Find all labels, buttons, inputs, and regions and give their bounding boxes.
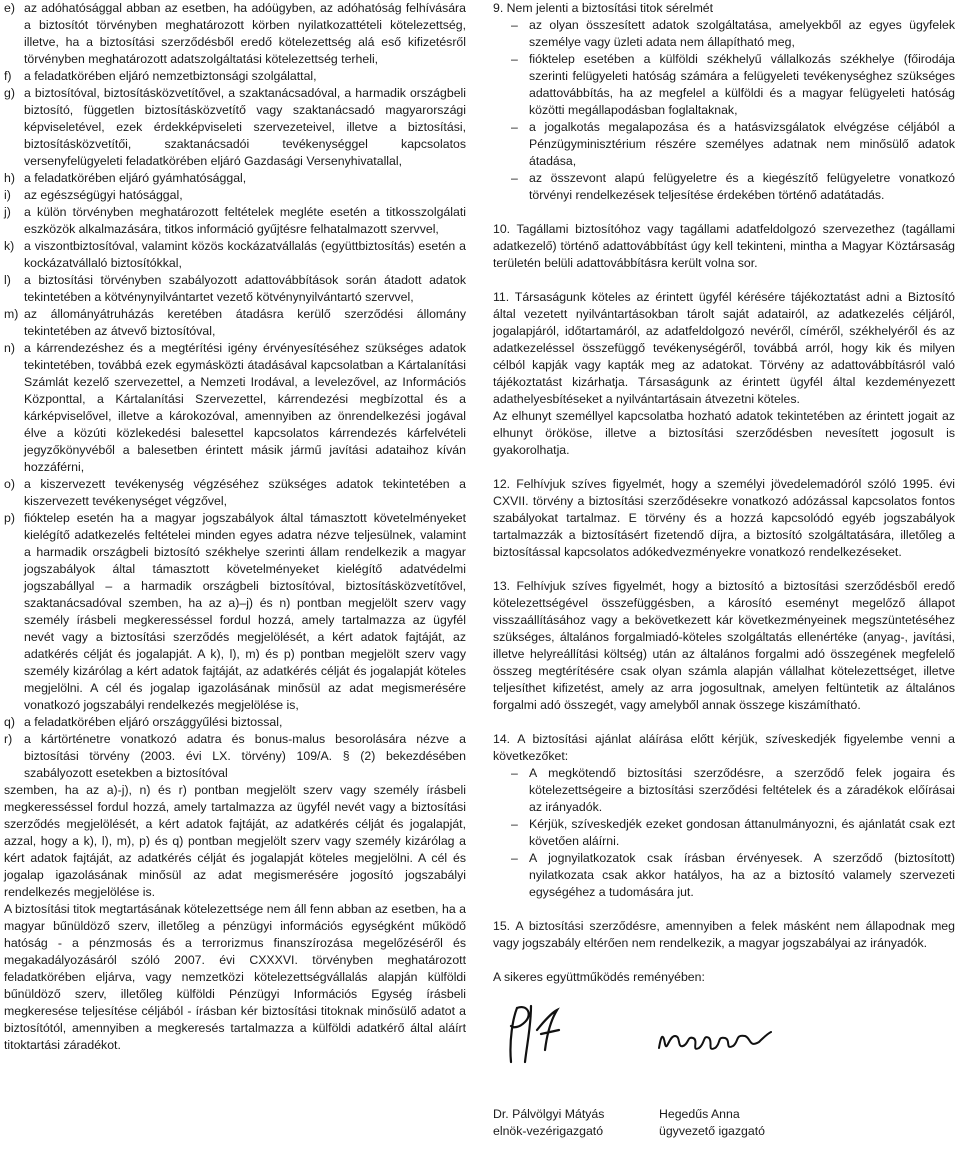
item-text: a kiszervezett tevékenység végzéséhez szükséges adatok tekintetében a kiszervezett tevékenységet végzővel, <box>24 477 466 508</box>
list-item-g <box>4 85 466 170</box>
item-label: i) <box>4 188 11 202</box>
signatory-2 <box>659 1106 825 1140</box>
item-text: fióktelep esetén ha a magyar jogszabályok által támasztott követelményeket kielégítő adatkezelés feltételei minden egyes adatra nézve teljesülnek, valamint a harmadik országbeli biztosító székhelye szerinti állam rendelkezik a magyar jogszabályok által támasztott követelményeket kielégítő adatvédelmi jogszabállyal – a harmadik országbeli biztosítóval, biztosításközvetítővel, szaktanácsadóval szemben, ha az a)–j) és n) pontban megjelölt szerv vagy személy írásbeli megkeresséssel fordul hozzá, amely tartalmazza az ügyfél nevét vagy a biztosítási szerződés megjelölését, a kért adatok fajtáját, az adatkérés célját és jogalapját. A k), l), m) és p) pontban megjelölt szerv vagy személy kizárólag a kért adatok fajtáját, az adatkérés célját és jogalapját köteles megjelölni. A cél és jogalap igazolásának minősül az adat megismerésére vonatkozó jogszabályi rendelkezés megjelölése is, <box>24 511 466 712</box>
dash-bullet: – <box>511 52 518 66</box>
list-item-n <box>4 340 466 476</box>
item-text: a kárrendezéshez és a megtérítési igény érvényesítéséhez szükséges adatok tekintetében, továbbá ezek egymásközti átadásával kapcsolatban a Kártalanítási Számlát kezelő szervezettel, a Nemzeti Irodával, a levelezővel, az Információs Központtal, a Kártalanítási Szervezettel, kárrendezési megbízottal és a kárképviselővel, illetve a károkozóval, amennyiben az önrendelkezési jogával élve a közúti közlekedési balesettel kapcsolatos kárrendezés kárfelvételi jegyzőkönyvéből a balesetben érintett másik jármű javítási adataihoz kíván hozzáférni, <box>24 341 466 474</box>
item-text: az egészségügyi hatósággal, <box>24 188 183 202</box>
list-item-r <box>4 731 466 782</box>
dash-bullet: – <box>511 766 518 780</box>
paragraph-request-conditions: szemben, ha az a)-j), n) és r) pontban megjelölt szerv vagy személy írásbeli megkeresséssel fordul hozzá, amely tartalmazza az ügyfél nevét vagy a biztosítási szerződés megjelölését, a kért adatok fajtáját, az adatkérés célját és jogalapját, azzal, hogy a k), l), m), p) és q) pontban megjelölt szerv vagy személy kizárólag a kért adatok fajtáját, az adatkérés célját és jogalapját köteles megjelölni. A cél és jogalap igazolásának minősül az adat megismerésére jogosító jogszabályi rendelkezés megjelölése is. <box>4 783 466 899</box>
item-text: az adóhatósággal abban az esetben, ha adóügyben, az adóhatóság felhívására a biztosítót törvényben meghatározott körben nyilatkozattételi kötelezettség, illetve, ha a biztosítási szerződésből eredő kötelezettség alá eső kifizetésről törvényben meghatározott adatszolgáltatási kötelezettség terheli, <box>24 1 466 66</box>
section-14-intro: 14. A biztosítási ajánlat aláírása előtt kérjük, szíveskedjék figyelembe venni a következőket: <box>493 732 955 763</box>
list-item <box>493 119 955 170</box>
list-item-q <box>4 714 466 731</box>
list-item <box>493 51 955 119</box>
dash-bullet: – <box>511 851 518 865</box>
section-15: 15. A biztosítási szerződésre, amennyiben a felek másként nem állapodnak meg vagy jogszabály eltérően nem rendelkezik, a magyar jogszabályai az irányadók. <box>493 919 955 950</box>
signatory-1-name: Dr. Pálvölgyi Mátyás <box>493 1107 605 1121</box>
section-11: 11. Társaságunk köteles az érintett ügyfél kérésére tájékoztatást adni a Biztosító által vezetett nyilvántartásokban tárolt saját adatairól, az adatkezelés céljáról, jogalapjáról, időtartamáról, az adatfeldolgozó nevéről, címéről, székhelyéről és az adatkezeléssel összefüggő tevékenységéről, továbbá arról, hogy kik és milyen célból kapják vagy kapták meg az adatokat. Törvény az adattovábbításról való tájékoztatást kizárhatja. Társaságunk az érintett ügyfél által kezdeményezett adathelyesbítéseket a nyilvántartásain átvezetni köteles. <box>493 290 955 406</box>
list-item <box>493 17 955 51</box>
list-item-text: az összevont alapú felügyeletre és a kiegészítő felügyeletre vonatkozó törvényi rendelkezések teljesítése érdekében történő adatátadás. <box>529 171 955 202</box>
item-label: f) <box>4 69 12 83</box>
item-label: e) <box>4 1 15 15</box>
signatory-names <box>493 1106 955 1140</box>
list-item-text: Kérjük, szíveskedjék ezeket gondosan áttanulmányozni, és ajánlatát csak ezt követően aláírni. <box>529 817 955 848</box>
dash-bullet: – <box>511 171 518 185</box>
right-column <box>493 0 955 1140</box>
closing-line: A sikeres együttműködés reményében: <box>493 970 705 984</box>
dash-bullet: – <box>511 120 518 134</box>
item-label: o) <box>4 477 15 491</box>
list-item <box>493 170 955 204</box>
signatures-area <box>493 986 955 1106</box>
item-text: a viszontbiztosítóval, valamint közös kockázatvállalás (együttbiztosítás) esetén a kockázatvállaló biztosítókkal, <box>24 239 466 270</box>
item-text: a feladatkörében eljáró országgyűlési biztossal, <box>24 715 283 729</box>
list-item-m <box>4 306 466 340</box>
dash-bullet: – <box>511 817 518 831</box>
item-label: r) <box>4 732 13 746</box>
list-item-f <box>4 68 466 85</box>
item-label: l) <box>4 273 11 287</box>
list-item-i <box>4 187 466 204</box>
item-label: g) <box>4 86 15 100</box>
section-11-deceased: Az elhunyt személlyel kapcsolatba hozható adatok tekintetében az érintett jogait az elhunyt örököse, illetve a biztosítási szerződésben nevesített jogosult is gyakorolhatja. <box>493 409 955 457</box>
item-text: a kártörténetre vonatkozó adatra és bonus-malus besorolására nézve a biztosítási törvény (2003. évi LX. törvény) 109/A. § (2) bekezdésében szabályozott esetekben a biztosítóval <box>24 732 466 780</box>
item-label: m) <box>4 307 19 321</box>
section-13: 13. Felhívjuk szíves figyelmét, hogy a biztosító a biztosítási szerződésből eredő kötelezettségével összefüggésben, a károsító eseményt megelőző állapot visszaállításához vagy a bekövetkezett kár következményeinek megszüntetéséhez szükséges, általános forgalmiadó-köteles szolgáltatás ellenértéke (anyag-, javítási, illetve helyreállítási költség) után az általános forgalmi adó összegének megfelelő összeg megtérítésére csak olyan számla alapján vállalhat kötelezettséget, illetve teljesíthet kifizetést, amely az arra jogosultnak, amelyen feltüntetik az általános forgalmi adó összegét, vagy amelyből annak összege kiszámítható. <box>493 579 955 712</box>
section-10: 10. Tagállami biztosítóhoz vagy tagállami adatfeldolgozó szervezethez (tagállami adatkezelő) történő adattovábbítást úgy kell tekinteni, mintha a Magyar Köztársaság területén belüli adattovábbításra került volna sor. <box>493 222 955 270</box>
list-item-text: A jognyilatkozatok csak írásban érvényesek. A szerződő (biztosított) nyilatkozata csak akkor hatályos, ha az a biztosító valamely szervezeti egységéhez a tudomására jut. <box>529 851 955 899</box>
signatory-2-role: ügyvezető igazgató <box>659 1124 765 1138</box>
signatory-1-role: elnök-vezérigazgató <box>493 1124 604 1138</box>
item-text: a biztosítóval, biztosításközvetítővel, a szaktanácsadóval, a harmadik országbeli biztosító, független biztosításközvetítő vagy szaktanácsadó magyarországi képviseletével, ezek érdekképviseleti szervezeteivel, illetve a biztosítási, biztosításközvetítői, szaktanácsadói tevékenységgel kapcsolatos versenyfelügyeleti feladatkörében eljáró Gazdasági Versenyhivatallal, <box>24 86 466 168</box>
list-item <box>493 765 955 816</box>
list-item-e <box>4 0 466 68</box>
list-item-text: a jogalkotás megalapozása és a hatásvizsgálatok elvégzése céljából a Pénzügyminisztérium részére személyes adatnak nem minősülő adatok átadása, <box>529 120 955 168</box>
list-item <box>493 850 955 901</box>
item-text: az állományátruházás keretében átadásra kerülő szerződési állomány tekintetében az átvevő biztosítóval, <box>24 307 466 338</box>
signature-palvolgyi <box>497 1000 577 1070</box>
list-item-p <box>4 510 466 714</box>
list-item-l <box>4 272 466 306</box>
paragraph-secrecy-exception: A biztosítási titok megtartásának kötelezettsége nem áll fenn abban az esetben, ha a magyar bűnüldöző szerv, illetőleg a pénzügyi információs egységként működő hatóság - a pénzmosás és a terrorizmus finanszírozása megelőzéséről és megakadályozásáról szóló 2007. évi CXXXVI. törvényben meghatározott feladatkörében eljárva, vagy nemzetközi kötelezettségvállalás alapján külföldi bűnüldöző szerv, illetőleg külföldi Pénzügyi Információs Egység írásbeli megkeresése teljesítése céljából - írásban kér biztosítási titoknak minősülő adatot a biztosítótól, amennyiben a megkeresés tartalmazza a külföldi adatkérő által aláírt titoktartási záradékot. <box>4 902 466 1052</box>
signatory-2-name: Hegedűs Anna <box>659 1107 740 1121</box>
list-item <box>493 816 955 850</box>
list-item-text: A megkötendő biztosítási szerződésre, a szerződő felek jogaira és kötelezettségeire a biztosítási szerződési feltételek és a záradékok előírásai az irányadók. <box>529 766 955 814</box>
left-column <box>4 0 466 1054</box>
list-item-o <box>4 476 466 510</box>
item-label: n) <box>4 341 15 355</box>
item-label: q) <box>4 715 15 729</box>
item-label: j) <box>4 205 11 219</box>
list-item-h <box>4 170 466 187</box>
item-text: a külön törvényben meghatározott feltételek megléte esetén a titkosszolgálati eszközök alkalmazására, titkos információ gyűjtésre felhatalmazott szervvel, <box>24 205 466 236</box>
section-12: 12. Felhívjuk szíves figyelmét, hogy a személyi jövedelemadóról szóló 1995. évi CXVII. törvény a biztosítási szerződésekre vonatkozó adózással kapcsolatos fontos szabályokat tartalmaz. E törvény és a hozzá kapcsolódó egyéb jogszabályok tartalmazzák a biztosításért fizetendő díjra, a biztosító szolgáltatására, illetőleg a biztosítással kapcsolatos adókedvezményekre vonatkozó rendelkezéseket. <box>493 477 955 559</box>
list-item-text: fióktelep esetében a külföldi székhelyű vállalkozás székhelye (főirodája szerinti felügyeleti hatóság számára a felügyeleti tevékenységhez szükséges adattovábbítás, ha az megfelel a külföldi és a magyar felügyeleti hatóság közötti megállapodásban foglaltaknak, <box>529 52 955 117</box>
list-item-k <box>4 238 466 272</box>
item-label: k) <box>4 239 15 253</box>
signatory-1 <box>493 1106 659 1140</box>
item-label: h) <box>4 171 15 185</box>
list-item-j <box>4 204 466 238</box>
signature-hegedus <box>655 1022 775 1066</box>
item-text: a feladatkörében eljáró gyámhatósággal, <box>24 171 247 185</box>
list-item-text: az olyan összesített adatok szolgáltatása, amelyekből az egyes ügyfelek személye vagy üzleti adata nem állapítható meg, <box>529 18 955 49</box>
item-label: p) <box>4 511 15 525</box>
dash-bullet: – <box>511 18 518 32</box>
item-text: a feladatkörében eljáró nemzetbiztonsági szolgálattal, <box>24 69 317 83</box>
item-text: a biztosítási törvényben szabályozott adattovábbítások során átadott adatok tekintetében a kötvénynyilvántartet vezető kötvénynyilvántartó szervvel, <box>24 273 466 304</box>
section-9-intro: 9. Nem jelenti a biztosítási titok sérelmét <box>493 1 714 15</box>
